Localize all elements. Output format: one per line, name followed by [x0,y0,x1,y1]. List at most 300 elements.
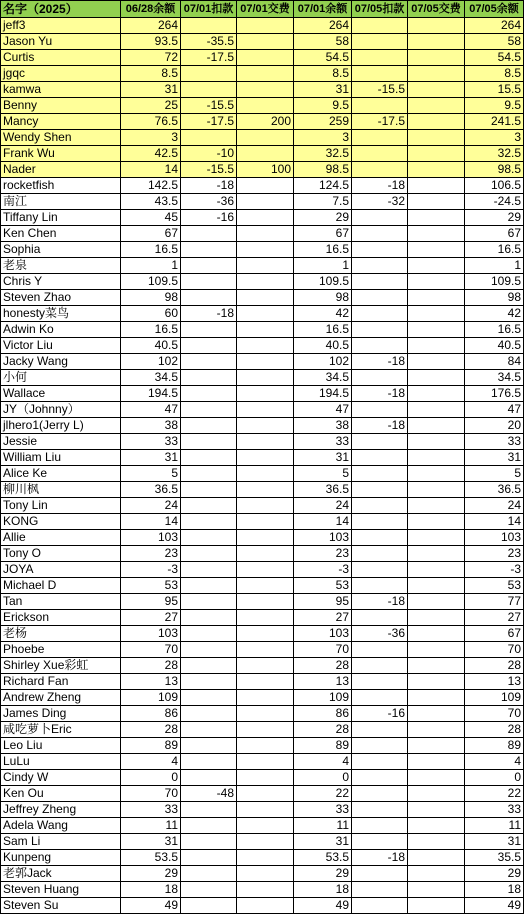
cell-name[interactable]: Shirley Xue彩虹 [1,658,121,674]
cell-payment-0705[interactable] [408,530,465,546]
cell-payment-0705[interactable] [408,402,465,418]
cell-name[interactable]: Ken Chen [1,226,121,242]
cell-deduction-0705[interactable] [352,834,408,850]
cell-deduction-0705[interactable] [352,450,408,466]
cell-deduction-0705[interactable] [352,322,408,338]
cell-name[interactable]: Wendy Shen [1,130,121,146]
cell-balance-0705[interactable]: 28 [465,722,524,738]
cell-payment-0701[interactable] [237,98,294,114]
cell-payment-0705[interactable] [408,882,465,898]
cell-payment-0705[interactable] [408,658,465,674]
cell-balance-0701[interactable]: 54.5 [294,50,352,66]
cell-deduction-0705[interactable] [352,898,408,914]
cell-deduction-0705[interactable] [352,722,408,738]
cell-balance-0628[interactable]: 31 [121,834,181,850]
cell-deduction-0705[interactable] [352,754,408,770]
cell-payment-0701[interactable] [237,818,294,834]
cell-name[interactable]: Sophia [1,242,121,258]
cell-balance-0701[interactable]: 18 [294,882,352,898]
cell-name[interactable]: Phoebe [1,642,121,658]
cell-deduction-0705[interactable]: -18 [352,418,408,434]
cell-payment-0705[interactable] [408,770,465,786]
cell-payment-0701[interactable] [237,226,294,242]
cell-balance-0701[interactable]: 42 [294,306,352,322]
cell-deduction-0701[interactable] [181,386,237,402]
cell-balance-0628[interactable]: 53.5 [121,850,181,866]
cell-payment-0701[interactable] [237,530,294,546]
cell-balance-0705[interactable]: 16.5 [465,242,524,258]
cell-payment-0701[interactable] [237,850,294,866]
cell-balance-0701[interactable]: 103 [294,626,352,642]
cell-payment-0705[interactable] [408,66,465,82]
cell-balance-0628[interactable]: 29 [121,866,181,882]
cell-deduction-0705[interactable] [352,642,408,658]
cell-name[interactable]: 老杨 [1,626,121,642]
cell-deduction-0705[interactable]: -36 [352,626,408,642]
cell-name[interactable]: Jessie [1,434,121,450]
cell-payment-0705[interactable] [408,354,465,370]
cell-payment-0705[interactable] [408,498,465,514]
cell-balance-0628[interactable]: 27 [121,610,181,626]
cell-balance-0628[interactable]: 70 [121,642,181,658]
cell-payment-0701[interactable] [237,418,294,434]
cell-payment-0705[interactable] [408,210,465,226]
cell-deduction-0701[interactable]: -10 [181,146,237,162]
cell-deduction-0705[interactable] [352,738,408,754]
cell-name[interactable]: Steven Huang [1,882,121,898]
cell-balance-0628[interactable]: 72 [121,50,181,66]
cell-deduction-0701[interactable] [181,274,237,290]
cell-deduction-0705[interactable] [352,370,408,386]
cell-balance-0628[interactable]: 40.5 [121,338,181,354]
column-header-0628-balance[interactable]: 06/28余额 [121,1,181,18]
cell-deduction-0705[interactable] [352,162,408,178]
cell-balance-0628[interactable]: 31 [121,82,181,98]
cell-deduction-0701[interactable] [181,514,237,530]
cell-balance-0628[interactable]: 8.5 [121,66,181,82]
cell-deduction-0701[interactable] [181,130,237,146]
cell-balance-0705[interactable]: 22 [465,786,524,802]
cell-deduction-0701[interactable] [181,802,237,818]
cell-balance-0705[interactable]: 103 [465,530,524,546]
cell-payment-0705[interactable] [408,850,465,866]
cell-deduction-0701[interactable] [181,370,237,386]
cell-payment-0701[interactable] [237,898,294,914]
cell-balance-0705[interactable]: 67 [465,626,524,642]
cell-deduction-0705[interactable]: -17.5 [352,114,408,130]
cell-balance-0705[interactable]: 3 [465,130,524,146]
cell-payment-0705[interactable] [408,50,465,66]
cell-balance-0705[interactable]: 16.5 [465,322,524,338]
cell-deduction-0701[interactable] [181,322,237,338]
cell-name[interactable]: 老郭Jack [1,866,121,882]
cell-balance-0628[interactable]: 76.5 [121,114,181,130]
cell-deduction-0705[interactable] [352,338,408,354]
cell-payment-0701[interactable] [237,50,294,66]
cell-balance-0701[interactable]: 3 [294,130,352,146]
cell-payment-0705[interactable] [408,482,465,498]
cell-deduction-0701[interactable] [181,658,237,674]
cell-name[interactable]: Chris Y [1,274,121,290]
cell-deduction-0701[interactable] [181,642,237,658]
cell-balance-0701[interactable]: 22 [294,786,352,802]
cell-name[interactable]: honesty菜鸟 [1,306,121,322]
column-header-name[interactable]: 名字（2025） [1,1,121,18]
cell-deduction-0701[interactable]: -35.5 [181,34,237,50]
cell-deduction-0705[interactable] [352,562,408,578]
cell-payment-0701[interactable] [237,338,294,354]
cell-balance-0705[interactable]: 1 [465,258,524,274]
cell-balance-0701[interactable]: 264 [294,18,352,34]
cell-balance-0701[interactable]: 89 [294,738,352,754]
cell-balance-0701[interactable]: 29 [294,210,352,226]
cell-balance-0701[interactable]: 109 [294,690,352,706]
cell-name[interactable]: Richard Fan [1,674,121,690]
cell-balance-0628[interactable]: 13 [121,674,181,690]
cell-deduction-0701[interactable] [181,738,237,754]
cell-name[interactable]: Tiffany Lin [1,210,121,226]
cell-payment-0701[interactable] [237,610,294,626]
cell-balance-0701[interactable]: 109.5 [294,274,352,290]
cell-deduction-0701[interactable] [181,722,237,738]
cell-payment-0701[interactable] [237,882,294,898]
cell-balance-0701[interactable]: 27 [294,610,352,626]
cell-balance-0705[interactable]: 35.5 [465,850,524,866]
cell-deduction-0705[interactable] [352,434,408,450]
cell-balance-0628[interactable]: 93.5 [121,34,181,50]
cell-payment-0705[interactable] [408,626,465,642]
cell-deduction-0705[interactable] [352,402,408,418]
cell-deduction-0701[interactable] [181,610,237,626]
cell-deduction-0701[interactable] [181,546,237,562]
cell-name[interactable]: Wallace [1,386,121,402]
cell-name[interactable]: Michael D [1,578,121,594]
cell-payment-0701[interactable] [237,498,294,514]
cell-payment-0705[interactable] [408,738,465,754]
cell-balance-0705[interactable]: 18 [465,882,524,898]
cell-deduction-0705[interactable] [352,210,408,226]
cell-name[interactable]: Jacky Wang [1,354,121,370]
cell-payment-0705[interactable] [408,98,465,114]
cell-payment-0705[interactable] [408,610,465,626]
cell-payment-0701[interactable] [237,274,294,290]
cell-payment-0701[interactable] [237,642,294,658]
cell-balance-0628[interactable]: 264 [121,18,181,34]
cell-deduction-0701[interactable]: -17.5 [181,50,237,66]
cell-name[interactable]: William Liu [1,450,121,466]
cell-deduction-0705[interactable] [352,514,408,530]
cell-balance-0628[interactable]: 53 [121,578,181,594]
cell-balance-0701[interactable]: 23 [294,546,352,562]
cell-deduction-0701[interactable] [181,578,237,594]
cell-balance-0628[interactable]: 0 [121,770,181,786]
cell-payment-0705[interactable] [408,834,465,850]
cell-payment-0705[interactable] [408,82,465,98]
cell-payment-0701[interactable] [237,194,294,210]
cell-payment-0701[interactable] [237,34,294,50]
cell-name[interactable]: Andrew Zheng [1,690,121,706]
cell-payment-0705[interactable] [408,242,465,258]
cell-payment-0701[interactable] [237,210,294,226]
cell-name[interactable]: jgqc [1,66,121,82]
cell-balance-0701[interactable]: 102 [294,354,352,370]
cell-deduction-0705[interactable]: -32 [352,194,408,210]
cell-deduction-0701[interactable] [181,690,237,706]
cell-balance-0701[interactable]: 259 [294,114,352,130]
cell-balance-0628[interactable]: 47 [121,402,181,418]
cell-balance-0701[interactable]: 67 [294,226,352,242]
cell-payment-0705[interactable] [408,706,465,722]
cell-balance-0705[interactable]: 5 [465,466,524,482]
cell-payment-0705[interactable] [408,130,465,146]
cell-balance-0705[interactable]: 28 [465,658,524,674]
cell-balance-0628[interactable]: 45 [121,210,181,226]
cell-payment-0701[interactable] [237,722,294,738]
cell-balance-0701[interactable]: 16.5 [294,242,352,258]
column-header-0701-deduction[interactable]: 07/01扣款 [181,1,237,18]
cell-payment-0701[interactable] [237,450,294,466]
cell-balance-0628[interactable]: 11 [121,818,181,834]
cell-balance-0701[interactable]: 11 [294,818,352,834]
cell-balance-0705[interactable]: 109 [465,690,524,706]
cell-balance-0705[interactable]: 53 [465,578,524,594]
cell-balance-0705[interactable]: 34.5 [465,370,524,386]
cell-deduction-0701[interactable] [181,482,237,498]
cell-balance-0701[interactable]: 58 [294,34,352,50]
cell-deduction-0701[interactable] [181,562,237,578]
cell-deduction-0701[interactable] [181,674,237,690]
cell-payment-0705[interactable] [408,306,465,322]
cell-payment-0705[interactable] [408,434,465,450]
cell-deduction-0705[interactable] [352,242,408,258]
cell-deduction-0705[interactable] [352,482,408,498]
cell-payment-0705[interactable] [408,370,465,386]
cell-balance-0701[interactable]: 124.5 [294,178,352,194]
cell-balance-0705[interactable]: 40.5 [465,338,524,354]
cell-balance-0705[interactable]: 241.5 [465,114,524,130]
cell-payment-0701[interactable] [237,834,294,850]
cell-balance-0705[interactable]: 24 [465,498,524,514]
cell-balance-0628[interactable]: 28 [121,722,181,738]
cell-deduction-0701[interactable] [181,354,237,370]
cell-payment-0701[interactable] [237,866,294,882]
cell-balance-0628[interactable]: 33 [121,434,181,450]
cell-payment-0705[interactable] [408,690,465,706]
cell-balance-0705[interactable]: 49 [465,898,524,914]
cell-deduction-0701[interactable] [181,818,237,834]
cell-deduction-0701[interactable]: -36 [181,194,237,210]
cell-deduction-0701[interactable] [181,82,237,98]
cell-balance-0701[interactable]: 33 [294,434,352,450]
cell-balance-0705[interactable]: 77 [465,594,524,610]
cell-balance-0628[interactable]: 23 [121,546,181,562]
cell-balance-0628[interactable]: 16.5 [121,242,181,258]
cell-balance-0705[interactable]: 31 [465,450,524,466]
cell-payment-0701[interactable] [237,802,294,818]
cell-deduction-0701[interactable] [181,66,237,82]
cell-balance-0628[interactable]: 43.5 [121,194,181,210]
cell-name[interactable]: jeff3 [1,18,121,34]
cell-balance-0701[interactable]: 194.5 [294,386,352,402]
cell-name[interactable]: James Ding [1,706,121,722]
cell-name[interactable]: Ken Ou [1,786,121,802]
cell-balance-0701[interactable]: 53.5 [294,850,352,866]
cell-payment-0705[interactable] [408,418,465,434]
cell-deduction-0701[interactable] [181,626,237,642]
cell-balance-0701[interactable]: 28 [294,722,352,738]
cell-payment-0701[interactable] [237,626,294,642]
cell-balance-0628[interactable]: 67 [121,226,181,242]
cell-name[interactable]: LuLu [1,754,121,770]
cell-balance-0701[interactable]: 29 [294,866,352,882]
cell-balance-0701[interactable]: 0 [294,770,352,786]
cell-payment-0705[interactable] [408,226,465,242]
cell-payment-0701[interactable] [237,146,294,162]
cell-deduction-0701[interactable] [181,226,237,242]
cell-deduction-0705[interactable] [352,146,408,162]
cell-name[interactable]: Tony Lin [1,498,121,514]
cell-balance-0701[interactable]: 53 [294,578,352,594]
cell-deduction-0705[interactable] [352,882,408,898]
cell-payment-0705[interactable] [408,514,465,530]
column-header-0705-deduction[interactable]: 07/05扣款 [352,1,408,18]
cell-deduction-0705[interactable] [352,770,408,786]
cell-deduction-0705[interactable] [352,50,408,66]
cell-name[interactable]: Erickson [1,610,121,626]
cell-balance-0705[interactable]: 106.5 [465,178,524,194]
cell-payment-0701[interactable] [237,658,294,674]
cell-deduction-0701[interactable] [181,850,237,866]
column-header-0705-payment[interactable]: 07/05交费 [408,1,465,18]
cell-payment-0705[interactable] [408,338,465,354]
cell-deduction-0705[interactable] [352,34,408,50]
cell-balance-0705[interactable]: 29 [465,866,524,882]
cell-name[interactable]: Tony O [1,546,121,562]
cell-deduction-0705[interactable] [352,866,408,882]
cell-name[interactable]: Steven Su [1,898,121,914]
cell-payment-0705[interactable] [408,466,465,482]
cell-payment-0701[interactable] [237,786,294,802]
cell-payment-0705[interactable] [408,546,465,562]
cell-deduction-0705[interactable] [352,690,408,706]
cell-balance-0705[interactable]: 0 [465,770,524,786]
cell-deduction-0701[interactable]: -48 [181,786,237,802]
cell-balance-0705[interactable]: 33 [465,434,524,450]
cell-balance-0705[interactable]: 29 [465,210,524,226]
cell-name[interactable]: Sam Li [1,834,121,850]
cell-balance-0628[interactable]: 1 [121,258,181,274]
cell-balance-0705[interactable]: -24.5 [465,194,524,210]
cell-balance-0701[interactable]: 31 [294,450,352,466]
cell-balance-0701[interactable]: 1 [294,258,352,274]
cell-deduction-0701[interactable] [181,434,237,450]
cell-balance-0701[interactable]: 103 [294,530,352,546]
cell-deduction-0701[interactable] [181,290,237,306]
cell-balance-0705[interactable]: 8.5 [465,66,524,82]
cell-balance-0701[interactable]: 86 [294,706,352,722]
cell-payment-0705[interactable] [408,194,465,210]
column-header-0705-balance[interactable]: 07/05余额 [465,1,524,18]
cell-balance-0701[interactable]: 7.5 [294,194,352,210]
cell-balance-0705[interactable]: 70 [465,706,524,722]
cell-deduction-0705[interactable] [352,802,408,818]
cell-balance-0705[interactable]: 67 [465,226,524,242]
cell-deduction-0705[interactable] [352,546,408,562]
cell-payment-0701[interactable] [237,402,294,418]
cell-balance-0628[interactable]: 16.5 [121,322,181,338]
cell-deduction-0705[interactable] [352,674,408,690]
cell-balance-0628[interactable]: 49 [121,898,181,914]
cell-balance-0705[interactable]: 20 [465,418,524,434]
cell-balance-0628[interactable]: 95 [121,594,181,610]
cell-payment-0705[interactable] [408,146,465,162]
cell-name[interactable]: Adela Wang [1,818,121,834]
cell-balance-0705[interactable]: 47 [465,402,524,418]
cell-deduction-0701[interactable]: -17.5 [181,114,237,130]
cell-payment-0701[interactable] [237,754,294,770]
cell-name[interactable]: Allie [1,530,121,546]
cell-balance-0628[interactable]: -3 [121,562,181,578]
cell-deduction-0701[interactable] [181,402,237,418]
cell-payment-0701[interactable] [237,546,294,562]
column-header-0701-payment[interactable]: 07/01交费 [237,1,294,18]
cell-payment-0705[interactable] [408,274,465,290]
cell-payment-0701[interactable] [237,674,294,690]
cell-name[interactable]: Jason Yu [1,34,121,50]
cell-deduction-0701[interactable]: -18 [181,306,237,322]
cell-balance-0628[interactable]: 102 [121,354,181,370]
cell-balance-0628[interactable]: 98 [121,290,181,306]
cell-deduction-0705[interactable] [352,786,408,802]
cell-balance-0705[interactable]: 14 [465,514,524,530]
cell-deduction-0705[interactable] [352,578,408,594]
cell-payment-0705[interactable] [408,754,465,770]
cell-name[interactable]: 柳川枫 [1,482,121,498]
cell-payment-0701[interactable] [237,738,294,754]
cell-deduction-0701[interactable]: -18 [181,178,237,194]
cell-balance-0701[interactable]: 9.5 [294,98,352,114]
cell-balance-0701[interactable]: 47 [294,402,352,418]
cell-payment-0701[interactable] [237,82,294,98]
cell-balance-0701[interactable]: 36.5 [294,482,352,498]
cell-balance-0628[interactable]: 103 [121,626,181,642]
cell-name[interactable]: Cindy W [1,770,121,786]
cell-payment-0705[interactable] [408,818,465,834]
cell-deduction-0701[interactable] [181,498,237,514]
cell-balance-0705[interactable]: 89 [465,738,524,754]
cell-payment-0701[interactable] [237,130,294,146]
cell-name[interactable]: Frank Wu [1,146,121,162]
cell-payment-0701[interactable] [237,18,294,34]
cell-balance-0628[interactable]: 109.5 [121,274,181,290]
cell-payment-0701[interactable] [237,370,294,386]
cell-payment-0701[interactable] [237,594,294,610]
cell-payment-0701[interactable] [237,306,294,322]
cell-deduction-0705[interactable] [352,18,408,34]
cell-deduction-0701[interactable] [181,530,237,546]
cell-balance-0628[interactable]: 28 [121,658,181,674]
cell-payment-0705[interactable] [408,34,465,50]
cell-name[interactable]: KONG [1,514,121,530]
column-header-0701-balance[interactable]: 07/01余额 [294,1,352,18]
cell-balance-0628[interactable]: 18 [121,882,181,898]
cell-balance-0705[interactable]: 84 [465,354,524,370]
cell-deduction-0701[interactable] [181,770,237,786]
cell-balance-0628[interactable]: 34.5 [121,370,181,386]
cell-balance-0628[interactable]: 4 [121,754,181,770]
cell-payment-0705[interactable] [408,18,465,34]
cell-payment-0705[interactable] [408,290,465,306]
